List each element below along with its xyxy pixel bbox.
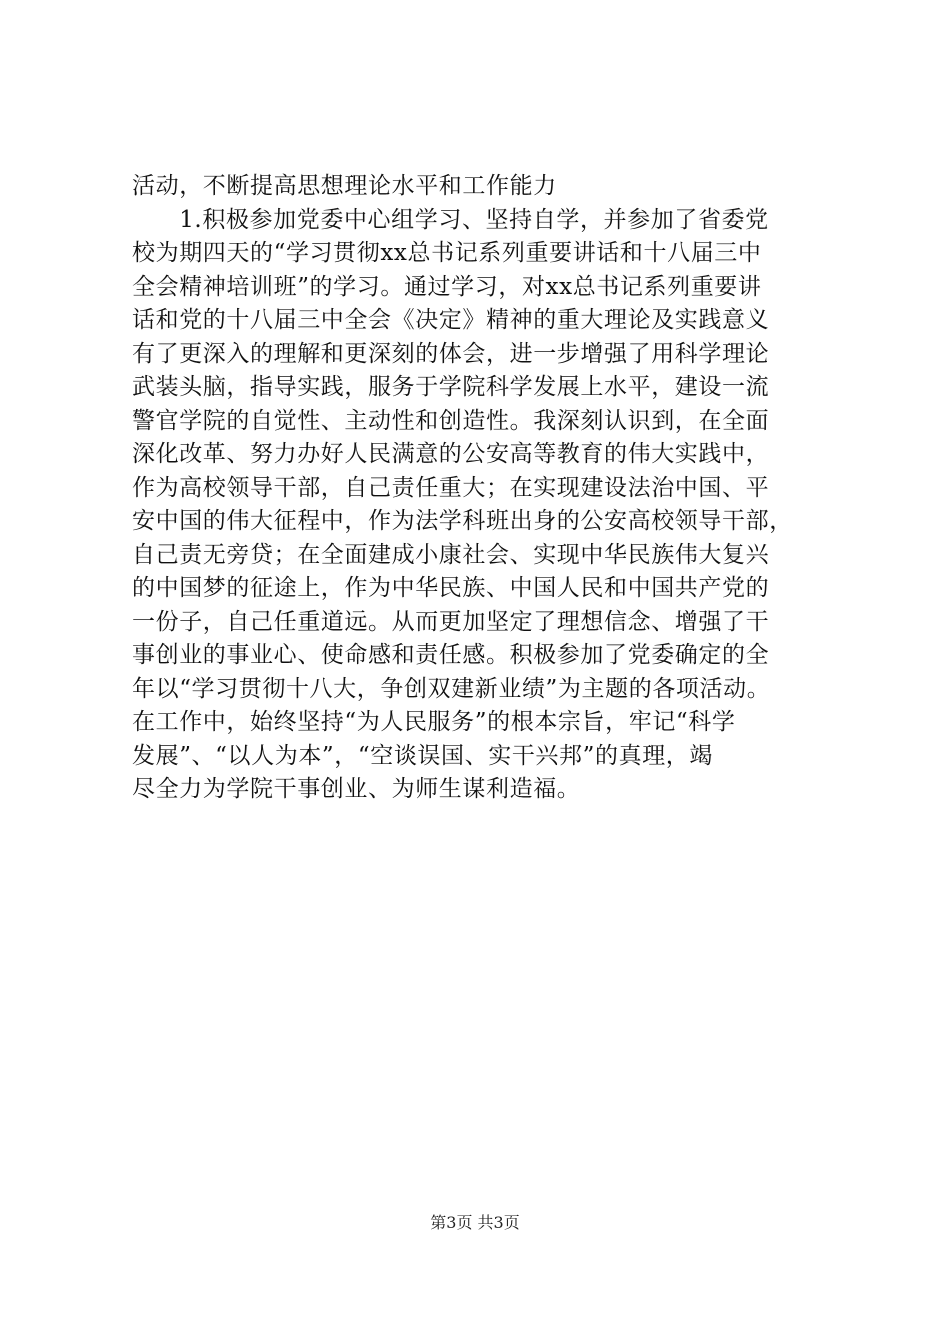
text-line: 活动，不断提高思想理论水平和工作能力 [132,173,557,199]
text-line: 警官学院的自觉性、主动性和创造性。我深刻认识到，在全面 [132,407,770,434]
text-line: 自己责无旁贷；在全面建成小康社会、实现中华民族伟大复兴 [132,541,770,568]
text-line: 武装头脑，指导实践，服务于学院科学发展上水平，建设一流 [132,374,770,400]
page-number-footer: 第3页 共3页 [430,1213,520,1232]
text-line: 事创业的事业心、使命感和责任感。积极参加了党委确定的全 [132,642,770,668]
text-line: 一份子，自己任重道远。从而更加坚定了理想信念、增强了干 [132,608,770,635]
text-line: 年以“学习贯彻十八大，争创双建新业绩”为主题的各项活动。 [132,675,771,702]
body-text [132,170,832,807]
text-line: 的中国梦的征途上，作为中华民族、中国人民和中国共产党的 [132,575,770,601]
text-line: 全会精神培训班”的学习。通过学习，对xx总书记系列重要讲 [132,273,762,300]
text-line: 作为高校领导干部，自己责任重大；在实现建设法治中国、平 [132,474,770,501]
text-line: 校为期四天的“学习贯彻xx总书记系列重要讲话和十八届三中 [132,240,762,266]
text-line: 尽全力为学院干事创业、为师生谋利造福。 [132,776,581,802]
text-line: 在工作中，始终坚持“为人民服务”的根本宗旨，牢记“科学 [132,709,736,735]
text-line: 话和党的十八届三中全会《决定》精神的重大理论及实践意义 [132,307,770,333]
text-line: 安中国的伟大征程中，作为法学科班出身的公安高校领导干部， [132,508,793,534]
text-line: 发展”、“以人为本”，“空谈误国、实干兴邦”的真理，竭 [132,742,713,769]
text-line: 深化改革、努力办好人民满意的公安高等教育的伟大实践中， [132,441,770,467]
text-line: 1.积极参加党委中心组学习、坚持自学，并参加了省委党 [132,206,769,233]
text-line: 有了更深入的理解和更深刻的体会，进一步增强了用科学理论 [132,340,770,367]
